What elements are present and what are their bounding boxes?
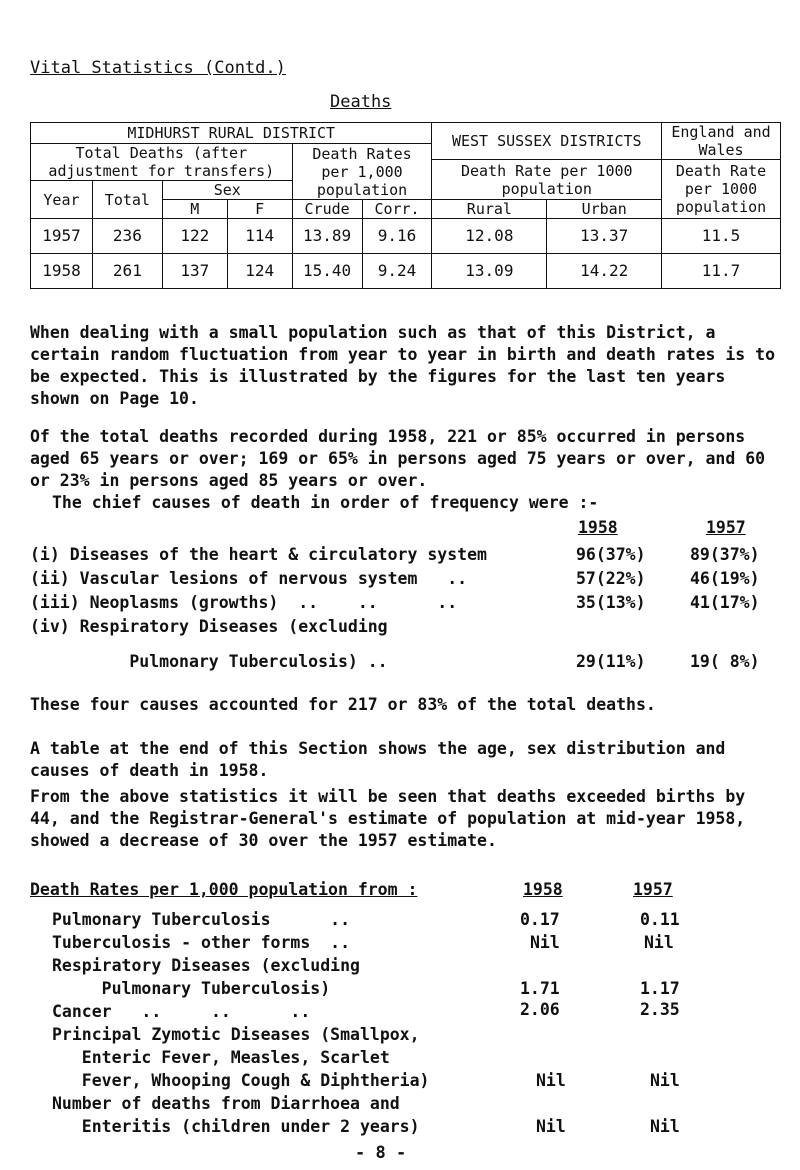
cause-label: Pulmonary Tuberculosis) .. [30, 652, 388, 671]
rate-1957: 0.11 [640, 910, 680, 929]
rate-label: Enteric Fever, Measles, Scarlet [52, 1048, 390, 1067]
rate-label: Respiratory Diseases (excluding [52, 956, 360, 975]
cause-1957: 46(19%) [690, 569, 760, 588]
rate-label: Number of deaths from Diarrhoea and [52, 1094, 400, 1113]
section-title: Deaths [330, 92, 392, 112]
paragraph-four-causes: These four causes accounted for 217 or 83% of the total deaths. [30, 695, 656, 714]
causes-col-1957: 1957 [706, 518, 746, 537]
cause-1958: 29(11%) [576, 652, 646, 671]
rate-label: Principal Zymotic Diseases (Smallpox, [52, 1025, 420, 1044]
header-total-deaths: Total Deaths (after adjustment for transfers) [31, 144, 293, 181]
rate-label: Cancer .. .. .. [52, 1002, 311, 1021]
rate-1957: 2.35 [640, 1000, 680, 1019]
paragraph-ages: Of the total deaths recorded during 1958, 221 or 85% occurred in persons aged 65 years or over; 169 or 65% in persons aged 75 years or over, and 60 or 23% in persons aged 85 years or over. [30, 427, 766, 490]
rates-col-1957: 1957 [633, 880, 673, 899]
rate-label: Pulmonary Tuberculosis) [52, 979, 331, 998]
rate-1957: Nil [650, 1071, 680, 1090]
header-west-sussex: WEST SUSSEX DISTRICTS [432, 123, 662, 160]
header-death-rates: Death Rates per 1,000 population [292, 144, 432, 200]
cause-1957: 89(37%) [690, 545, 760, 564]
rate-label: Fever, Whooping Cough & Diphtheria) [52, 1071, 430, 1090]
header-sex: Sex [162, 181, 292, 200]
header-urban: Urban [547, 200, 662, 219]
header-corr: Corr. [362, 200, 432, 219]
cause-1957: 19( 8%) [690, 652, 760, 671]
page-number: - 8 - [355, 1143, 407, 1163]
cause-1957: 41(17%) [690, 593, 760, 612]
header-male: M [162, 200, 227, 219]
header-midhurst: MIDHURST RURAL DISTRICT [31, 123, 432, 144]
rate-1957: Nil [644, 933, 674, 952]
rate-1957: 1.17 [640, 979, 680, 998]
rate-1958: Nil [530, 933, 560, 952]
header-eng-rate: Death Rate per 1000 population [662, 160, 781, 219]
header-rural: Rural [432, 200, 547, 219]
deaths-table [30, 122, 781, 289]
header-year: Year [31, 181, 93, 219]
rate-1958: Nil [536, 1071, 566, 1090]
cause-label: (ii) Vascular lesions of nervous system .. [30, 569, 468, 588]
header-wsx-rate: Death Rate per 1000 population [432, 160, 662, 200]
page-title: Vital Statistics (Contd.) [30, 58, 286, 78]
rate-1958: 1.71 [520, 979, 560, 998]
cause-label: (i) Diseases of the heart & circulatory system [30, 545, 487, 564]
header-female: F [227, 200, 292, 219]
rates-col-1958: 1958 [523, 880, 563, 899]
cause-1958: 57(22%) [576, 569, 646, 588]
rates-heading: Death Rates per 1,000 population from : [30, 880, 418, 899]
cause-label: (iii) Neoplasms (growths) .. .. .. [30, 593, 458, 612]
paragraph-table-ref: A table at the end of this Section shows the age, sex distribution and causes of death in 1958. [30, 739, 726, 780]
header-crude: Crude [292, 200, 362, 219]
rate-1958: Nil [536, 1117, 566, 1136]
cause-1958: 96(37%) [576, 545, 646, 564]
header-england-wales: England and Wales [662, 123, 781, 160]
table-row: 1957 236 122 114 13.89 9.16 12.08 13.37 11.5 [31, 219, 781, 254]
rate-label: Pulmonary Tuberculosis .. [52, 910, 351, 929]
causes-col-1958: 1958 [578, 518, 618, 537]
table-row: 1958 261 137 124 15.40 9.24 13.09 14.22 11.7 [31, 254, 781, 289]
cause-1958: 35(13%) [576, 593, 646, 612]
rate-label: Tuberculosis - other forms .. [52, 933, 351, 952]
rate-1958: 0.17 [520, 910, 560, 929]
paragraph-fluctuation: When dealing with a small population such as that of this District, a certain random fluctuation from year to year in birth and death rates is to be expected. This is illustrated by the figures for the last ten years shown on Page 10. [30, 323, 776, 408]
rate-label: Enteritis (children under 2 years) [52, 1117, 420, 1136]
rate-1958: 2.06 [520, 1000, 560, 1019]
cause-label: (iv) Respiratory Diseases (excluding [30, 617, 388, 636]
header-total: Total [92, 181, 162, 219]
rate-1957: Nil [650, 1117, 680, 1136]
paragraph-causes-intro: The chief causes of death in order of frequency were :- [52, 493, 599, 512]
paragraph-births-deaths: From the above statistics it will be seen that deaths exceeded births by 44, and the Registrar-General's estimate of population at mid-year 1958, showed a decrease of 30 over the 1957 estimate. [30, 787, 746, 850]
